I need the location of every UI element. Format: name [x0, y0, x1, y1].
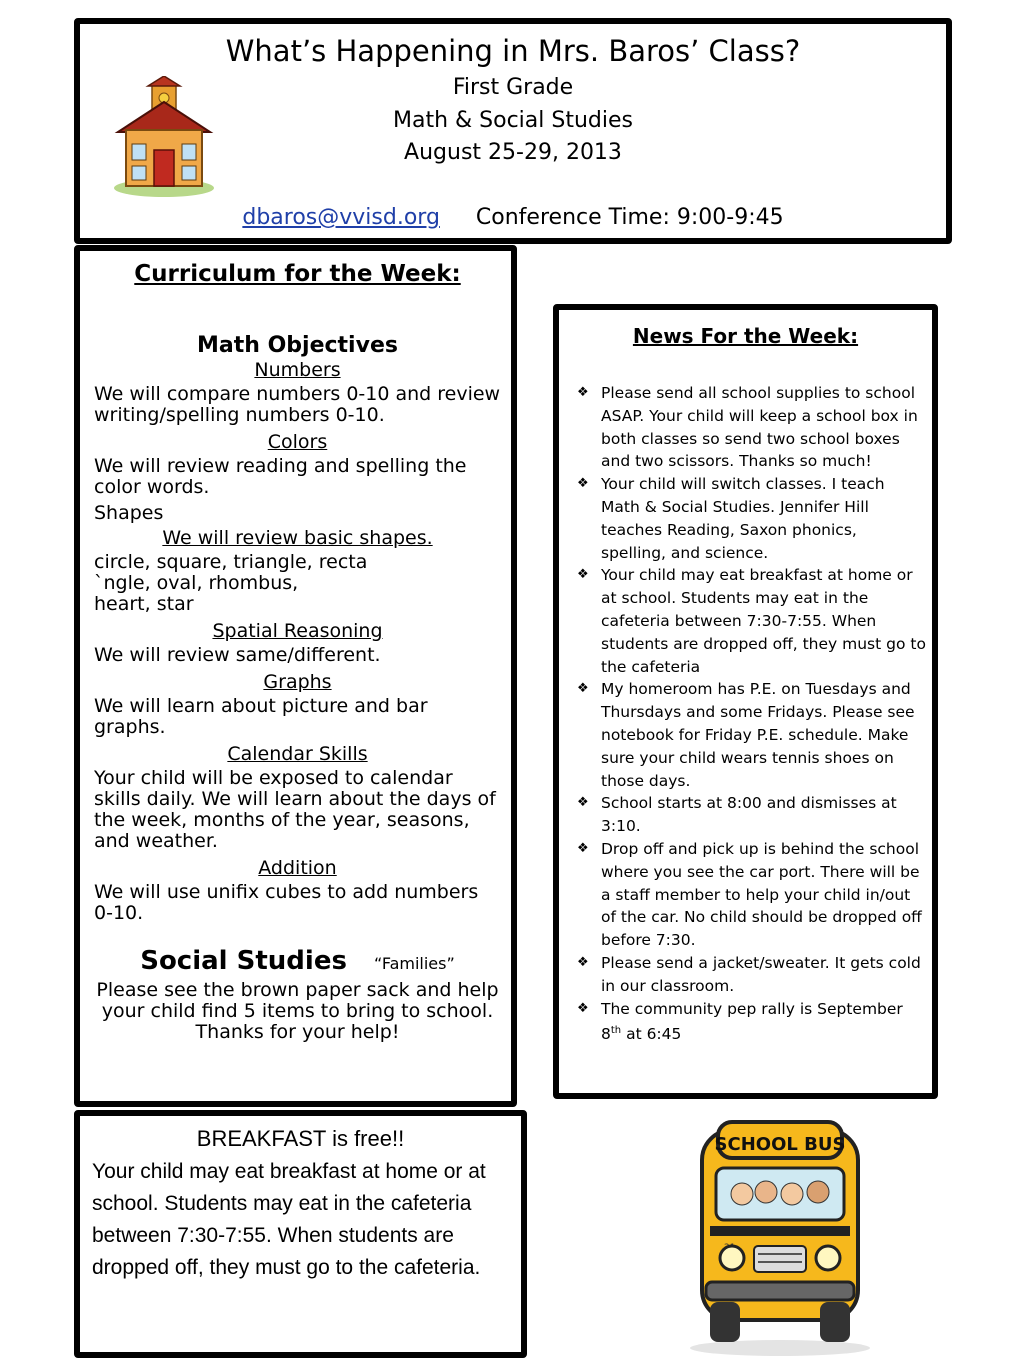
news-item: ❖ Drop off and pick up is behind the school where you see the car port. There will be a staff member to help your child in/out of the car. No child should be dropped off before 7:30.: [577, 839, 922, 950]
news-item: ❖ Your child will switch classes. I teach Math & Social Studies. Jennifer Hill teaches Reading, Saxon phonics, spelling, and science.: [577, 475, 885, 562]
news-heading: News For the Week:: [632, 324, 859, 348]
spatial-text: We will review same/different.: [94, 644, 381, 666]
conference-time: Conference Time: 9:00-9:45: [475, 205, 784, 230]
news-item: ❖ Please send a jacket/sweater. It gets cold in our classroom.: [577, 953, 921, 995]
math-objectives-heading: Math Objectives: [197, 333, 398, 358]
social-studies-title: Social Studies: [140, 946, 347, 976]
addition-label: Addition: [258, 857, 337, 879]
diamond-bullet-icon: ❖: [577, 954, 589, 970]
diamond-bullet-icon: ❖: [577, 476, 589, 492]
grade-line: First Grade: [452, 75, 574, 100]
school-bus-icon: [680, 1118, 880, 1358]
social-studies-heading: [94, 946, 501, 976]
news-box: [553, 304, 938, 1099]
diamond-bullet-icon: ❖: [577, 1000, 589, 1016]
curriculum-heading: Curriculum for the Week:: [134, 261, 461, 287]
diamond-bullet-icon: ❖: [577, 795, 589, 811]
dates-line: August 25-29, 2013: [404, 140, 622, 165]
social-studies-text: Please see the brown paper sack and help your child find 5 items to bring to school. Thanks for your help!: [96, 979, 499, 1043]
curriculum-box: [74, 245, 517, 1107]
shapes-subheading: We will review basic shapes.: [162, 527, 433, 549]
spatial-label: Spatial Reasoning: [212, 620, 383, 642]
colors-text: We will review reading and spelling the color words.: [94, 455, 467, 498]
shapes-text: circle, square, triangle, recta `ngle, oval, rhombus, heart, star: [94, 551, 368, 615]
page-title: What’s Happening in Mrs. Baros’ Class?: [225, 34, 801, 68]
addition-text: We will use unifix cubes to add numbers 0-10.: [94, 881, 479, 924]
breakfast-text: Your child may eat breakfast at home or at school. Students may eat in the cafeteria between 7:30-7:55. When students are dropped off, they must go to the cafeteria.: [92, 1160, 486, 1279]
diamond-bullet-icon: ❖: [577, 681, 589, 697]
bus-sign-text: SCHOOL BUS: [714, 1134, 846, 1155]
colors-label: Colors: [267, 431, 328, 453]
diamond-bullet-icon: ❖: [577, 840, 589, 856]
graphs-text: We will learn about picture and bar graphs.: [94, 695, 428, 738]
numbers-label: Numbers: [254, 359, 341, 381]
social-studies-theme: “Families”: [374, 954, 455, 973]
numbers-text: We will compare numbers 0-10 and review writing/spelling numbers 0-10.: [94, 383, 501, 426]
news-item: ❖ School starts at 8:00 and dismisses at 3:10.: [577, 794, 897, 836]
contact-line: [80, 204, 946, 232]
news-item: ❖ Please send all school supplies to school ASAP. Your child will keep a school box in both classes so send two school boxes and two scissors. Thanks so much!: [577, 384, 918, 471]
shapes-label: Shapes: [94, 502, 164, 524]
diamond-bullet-icon: ❖: [577, 567, 589, 583]
breakfast-box: [74, 1110, 527, 1358]
news-item: ❖ The community pep rally is September 8th at 6:45: [577, 999, 903, 1044]
breakfast-title: BREAKFAST is free!!: [196, 1126, 405, 1151]
graphs-label: Graphs: [263, 671, 332, 693]
subjects-line: Math & Social Studies: [392, 108, 633, 133]
email-link[interactable]: dbaros@vvisd.org: [242, 205, 440, 230]
calendar-label: Calendar Skills: [227, 743, 368, 765]
diamond-bullet-icon: ❖: [577, 385, 589, 400]
news-item: ❖ Your child may eat breakfast at home or at school. Students may eat in the cafeteria between 7:30-7:55. When students are dropped off, they must go to the cafeteria: [577, 566, 926, 676]
header-box: [74, 18, 952, 244]
news-list: [573, 382, 926, 1046]
calendar-text: Your child will be exposed to calendar skills daily. We will learn about the days of the week, months of the year, seasons, and weather.: [94, 767, 496, 852]
news-item: ❖ My homeroom has P.E. on Tuesdays and Thursdays and some Fridays. Please see notebook for Friday P.E. schedule. Make sure your child wears tennis shoes on those days.: [577, 680, 915, 790]
